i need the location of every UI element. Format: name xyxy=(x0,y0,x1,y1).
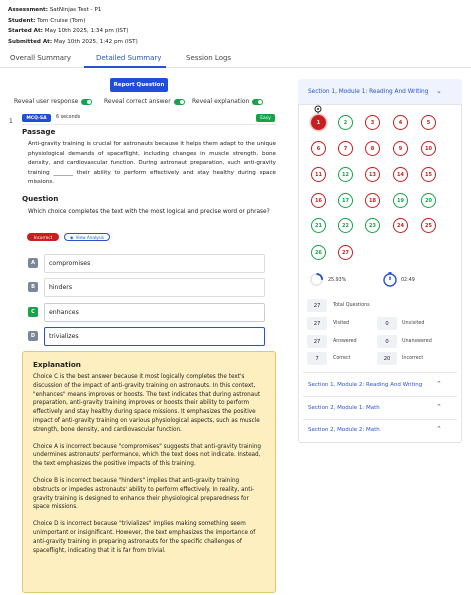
question-nav-26[interactable]: 26 xyxy=(311,245,326,260)
tab-session-logs[interactable]: Session Logs xyxy=(186,54,232,62)
question-nav-15[interactable]: 15 xyxy=(421,167,436,182)
module-row-s2m1[interactable]: Section 2, Module 1: Math xyxy=(308,405,380,411)
question-nav-10[interactable]: 10 xyxy=(421,141,436,156)
chevron-up-icon[interactable]: ⌃ xyxy=(436,425,442,433)
choice-a[interactable]: compromises xyxy=(44,254,265,273)
question-nav-14[interactable]: 14 xyxy=(393,167,408,182)
question-nav-25[interactable]: 25 xyxy=(421,218,436,233)
question-heading: Question xyxy=(22,194,59,203)
toggle-reveal-user-response[interactable] xyxy=(14,98,92,105)
question-nav-16[interactable]: 16 xyxy=(311,193,326,208)
total-questions-label: Total Questions xyxy=(333,303,370,308)
incorrect-label: Incorrect xyxy=(402,356,424,361)
choice-b[interactable]: hinders xyxy=(44,278,265,297)
toggle-switch[interactable] xyxy=(252,99,263,105)
timer-icon xyxy=(382,271,398,287)
question-nav-11[interactable]: 11 xyxy=(311,167,326,182)
module-row-s2m2[interactable]: Section 2, Module 2: Math xyxy=(308,427,380,433)
started-time: May 10th 2025, 1:34 pm (IST) xyxy=(44,28,129,34)
question-nav-3[interactable]: 3 xyxy=(365,115,380,130)
question-nav-6[interactable]: 6 xyxy=(311,141,326,156)
question-nav-4[interactable]: 4 xyxy=(393,115,408,130)
question-nav-1[interactable]: 1 xyxy=(311,115,326,130)
question-nav-12[interactable]: 12 xyxy=(338,167,353,182)
unvisited-label: Unvisited xyxy=(402,321,425,326)
question-nav-5[interactable]: 5 xyxy=(421,115,436,130)
view-analysis-label: View Analysis xyxy=(75,234,105,240)
visited-count: 27 xyxy=(307,317,327,330)
divider xyxy=(303,396,457,397)
question-nav-7[interactable]: 7 xyxy=(338,141,353,156)
explanation-box xyxy=(22,351,276,593)
time-taken: 02:49 xyxy=(401,278,415,283)
choice-letter-d: D xyxy=(28,331,38,341)
submitted-label: Submitted At: xyxy=(8,38,53,45)
toggle-switch[interactable] xyxy=(81,99,92,105)
choice-d[interactable]: trivializes xyxy=(44,327,265,346)
toggle-reveal-correct-answer[interactable] xyxy=(104,98,185,105)
question-nav-24[interactable]: 24 xyxy=(393,218,408,233)
assessment-label: Assessment: xyxy=(8,7,48,13)
divider xyxy=(22,124,276,125)
question-number: 1 xyxy=(9,118,13,125)
assessment-meta xyxy=(8,5,138,47)
question-nav-22[interactable]: 22 xyxy=(338,218,353,233)
explanation-paragraph: Choice A is incorrect because "compromises" suggests that anti-gravity training undermines astronauts' performance, which the text does not indicate. Instead, the text emphasizes the positive impacts of this training. xyxy=(33,443,262,468)
unanswered-label: Unanswered xyxy=(402,339,432,344)
question-nav-19[interactable]: 19 xyxy=(393,193,408,208)
incorrect-count: 20 xyxy=(377,352,397,365)
choice-letter-b: B xyxy=(28,282,38,292)
status-badge: Incorrect xyxy=(27,233,59,241)
choice-letter-c: C xyxy=(28,307,38,317)
assessment-name: SatNinjas Test - P1 xyxy=(49,7,102,13)
percent-score: 25.93% xyxy=(328,278,347,283)
view-analysis-button[interactable] xyxy=(64,233,110,241)
toggle-label: Reveal explanation xyxy=(192,98,250,105)
explanation-paragraph: Choice B is incorrect because "hinders" implies that anti-gravity training obstructs or impedes astronauts' ability to perform effectively. In reality, anti-gravity training is designed to enhance their physiological preparedness for space missions. xyxy=(33,477,255,511)
answered-label: Answered xyxy=(333,339,357,344)
progress-ring-icon xyxy=(309,272,324,287)
tab-overall-summary[interactable]: Overall Summary xyxy=(10,54,72,62)
correct-count: 7 xyxy=(307,352,327,365)
unanswered-count: 0 xyxy=(377,335,397,348)
question-nav-9[interactable]: 9 xyxy=(393,141,408,156)
question-navigator-panel xyxy=(298,79,462,443)
divider xyxy=(303,372,457,373)
eye-icon: ◉ xyxy=(69,234,74,240)
question-text: Which choice completes the text with the most logical and precise word or phrase? xyxy=(28,209,270,215)
total-questions-count: 27 xyxy=(307,299,327,312)
toggle-label: Reveal user response xyxy=(14,98,79,105)
question-nav-20[interactable]: 20 xyxy=(421,193,436,208)
current-module-title[interactable]: Section 1, Module 1: Reading And Writing xyxy=(308,89,429,95)
time-spent: 6 seconds xyxy=(56,115,81,120)
question-nav-8[interactable]: 8 xyxy=(365,141,380,156)
visited-label: Visited xyxy=(333,321,350,326)
question-nav-13[interactable]: 13 xyxy=(365,167,380,182)
student-name: Tom Cruise (Tom) xyxy=(37,17,86,24)
submitted-time: May 10th 2025, 1:42 pm (IST) xyxy=(53,38,138,45)
toggle-label: Reveal correct answer xyxy=(104,98,171,105)
question-nav-23[interactable]: 23 xyxy=(365,218,380,233)
question-nav-17[interactable]: 17 xyxy=(338,193,353,208)
tab-detailed-summary[interactable]: Detailed Summary xyxy=(96,54,162,62)
started-label: Started At: xyxy=(8,28,43,34)
summary-tabs xyxy=(0,48,471,68)
passage-heading: Passage xyxy=(22,127,56,136)
chevron-up-icon[interactable]: ⌃ xyxy=(436,403,442,411)
report-question-button[interactable]: Report Question xyxy=(110,78,168,92)
toggle-reveal-explanation[interactable] xyxy=(192,98,263,105)
choice-c[interactable]: enhances xyxy=(44,303,265,322)
active-tab-indicator xyxy=(84,66,166,68)
explanation-heading: Explanation xyxy=(33,360,81,369)
student-label: Student: xyxy=(8,17,36,24)
explanation-paragraph: Choice D is incorrect because "trivializes" implies making something seem unimportant or insignificant. However, the text emphasizes the importance of anti-gravity training in preparing astronauts for the specific challenges of spaceflight, indicating that it is far from trivial. xyxy=(33,521,256,554)
explanation-paragraph: Choice C is the best answer because it most logically completes the text's discussion of the impact of anti-gravity training on astronauts. In this context, "enhances" means improves or boosts. The text indicates that during astronaut preparation, anti-gravity training improves or boosts their ability to perform effectively and stay healthy during space missions. It emphasizes the positive impact of anti-gravity training on various physiological aspects, such as muscle strength, bone density, and cardiovascular function. xyxy=(33,374,261,433)
question-nav-27[interactable]: 27 xyxy=(338,245,353,260)
question-nav-21[interactable]: 21 xyxy=(311,218,326,233)
unvisited-count: 0 xyxy=(377,317,397,330)
module-row-s1m2[interactable]: Section 1, Module 2: Reading And Writing xyxy=(308,382,423,388)
question-nav-2[interactable]: 2 xyxy=(338,115,353,130)
location-marker-icon xyxy=(313,105,323,115)
difficulty-badge: Easy xyxy=(256,114,275,122)
toggle-switch[interactable] xyxy=(174,99,185,105)
correct-label: Correct xyxy=(333,356,351,361)
answered-count: 27 xyxy=(307,335,327,348)
passage-text: Anti-gravity training is crucial for astronauts because it helps them adapt to the unique physiological demands of spaceflight, including changes in muscle strength, bone density, and cardiovascular function. During astronaut preparation, such anti-gravity training _______ their ability to perform effectively and stay healthy during space missions. xyxy=(28,141,276,186)
chevron-up-icon[interactable]: ⌃ xyxy=(436,380,442,388)
chevron-down-icon[interactable]: ⌄ xyxy=(436,87,442,95)
question-nav-18[interactable]: 18 xyxy=(365,193,380,208)
divider xyxy=(303,419,457,420)
question-type-badge: MCQ-SA xyxy=(22,114,51,122)
choice-letter-a: A xyxy=(28,258,38,268)
